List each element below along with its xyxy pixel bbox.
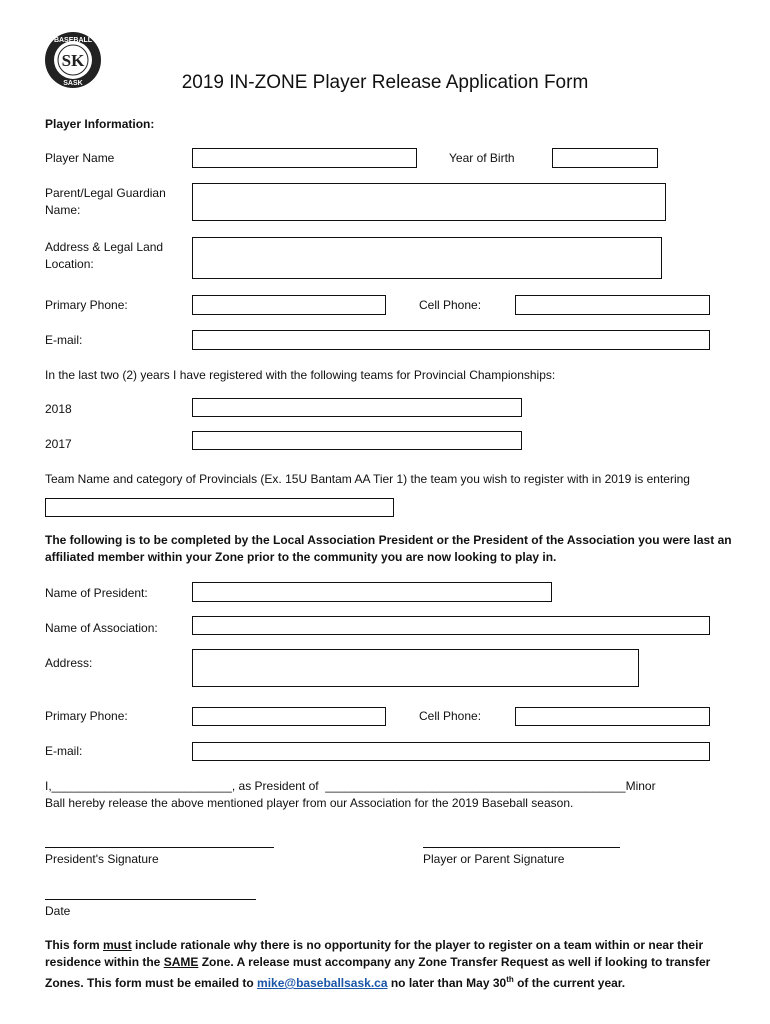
email-link[interactable]: mike@baseballsask.ca [257, 976, 388, 990]
player-name-field[interactable] [192, 148, 417, 168]
team-category-field[interactable] [45, 498, 394, 517]
president-primary-phone-field[interactable] [192, 707, 386, 726]
form-title: 2019 IN-ZONE Player Release Application Form [181, 72, 589, 93]
team-2018-field[interactable] [192, 398, 522, 417]
release-minor: Minor [625, 779, 656, 793]
president-email-field[interactable] [192, 742, 710, 761]
player-parent-signature-line[interactable] [423, 847, 620, 848]
footer-text-4: no later than May 30 [387, 976, 507, 990]
player-info-heading: Player Information: [45, 117, 155, 131]
logo-monogram: SK [61, 51, 85, 70]
team-2017-field[interactable] [192, 431, 522, 450]
year-2017-label: 2017 [45, 437, 72, 451]
footer-must: must [103, 938, 132, 952]
president-signature-line[interactable] [45, 847, 274, 848]
release-statement-line2: Ball hereby release the above mentioned player from our Association for the 2019 Baseball season. [45, 796, 574, 810]
release-association-blank[interactable]: _____________________________________________ [325, 779, 626, 793]
primary-phone-field[interactable] [192, 295, 386, 315]
year-of-birth-label: Year of Birth [449, 151, 515, 165]
footer-text-1: This form [45, 938, 104, 952]
email-field[interactable] [192, 330, 710, 350]
association-name-label: Name of Association: [45, 621, 158, 635]
cell-phone-field[interactable] [515, 295, 710, 315]
guardian-label-line1: Parent/Legal Guardian [45, 186, 166, 200]
president-signature-label: President's Signature [45, 852, 159, 866]
president-address-label: Address: [45, 656, 93, 670]
address-label-line1: Address & Legal Land [45, 240, 164, 254]
president-cell-phone-label: Cell Phone: [419, 709, 482, 723]
president-email-label: E-mail: [45, 744, 83, 758]
date-label: Date [45, 904, 71, 918]
logo-top-text: BASEBALL [53, 37, 93, 44]
date-line[interactable] [45, 899, 256, 900]
email-label: E-mail: [45, 333, 83, 347]
guardian-label-line2: Name: [45, 203, 81, 217]
president-primary-phone-label: Primary Phone: [45, 709, 128, 723]
address-field[interactable] [192, 237, 662, 279]
cell-phone-label: Cell Phone: [419, 298, 482, 312]
team-category-text: Team Name and category of Provincials (Ex. 15U Bantam AA Tier 1) the team you wish to register with in 2019 is entering [45, 472, 690, 486]
address-label-line2: Location: [45, 257, 94, 271]
release-as-president: , as President of [231, 779, 319, 793]
player-name-label: Player Name [45, 151, 115, 165]
logo-bottom-text: SASK [63, 80, 83, 87]
release-i: I, [45, 779, 52, 793]
footer-note [45, 937, 735, 992]
president-name-field[interactable] [192, 582, 552, 602]
guardian-name-field[interactable] [192, 183, 666, 221]
primary-phone-label: Primary Phone: [45, 298, 128, 312]
footer-text-5: of the current year. [513, 976, 626, 990]
footer-text-3: Zone. A release must accompany any Zone Transfer Request as well if looking to transfer Zones. This form must be emailed to [45, 955, 711, 990]
president-name-label: Name of President: [45, 586, 148, 600]
president-instructions: The following is to be completed by the Local Association President or the President of the Association you were last an affiliated member within your Zone prior to the community you are now looking to play in. [45, 533, 732, 564]
footer-same: SAME [163, 955, 199, 969]
year-of-birth-field[interactable] [552, 148, 658, 168]
president-cell-phone-field[interactable] [515, 707, 710, 726]
player-parent-signature-label: Player or Parent Signature [423, 852, 565, 866]
association-name-field[interactable] [192, 616, 710, 635]
footer-superscript: th [506, 975, 514, 984]
release-name-blank[interactable]: ___________________________ [51, 779, 232, 793]
year-2018-label: 2018 [45, 402, 72, 416]
president-address-field[interactable] [192, 649, 639, 687]
footer-text-2: include rationale why there is no opportunity for the player to register on a team within or near their residence within the [45, 938, 704, 969]
registered-teams-text: In the last two (2) years I have registered with the following teams for Provincial Championships: [45, 368, 556, 382]
release-statement-line1 [45, 778, 656, 794]
